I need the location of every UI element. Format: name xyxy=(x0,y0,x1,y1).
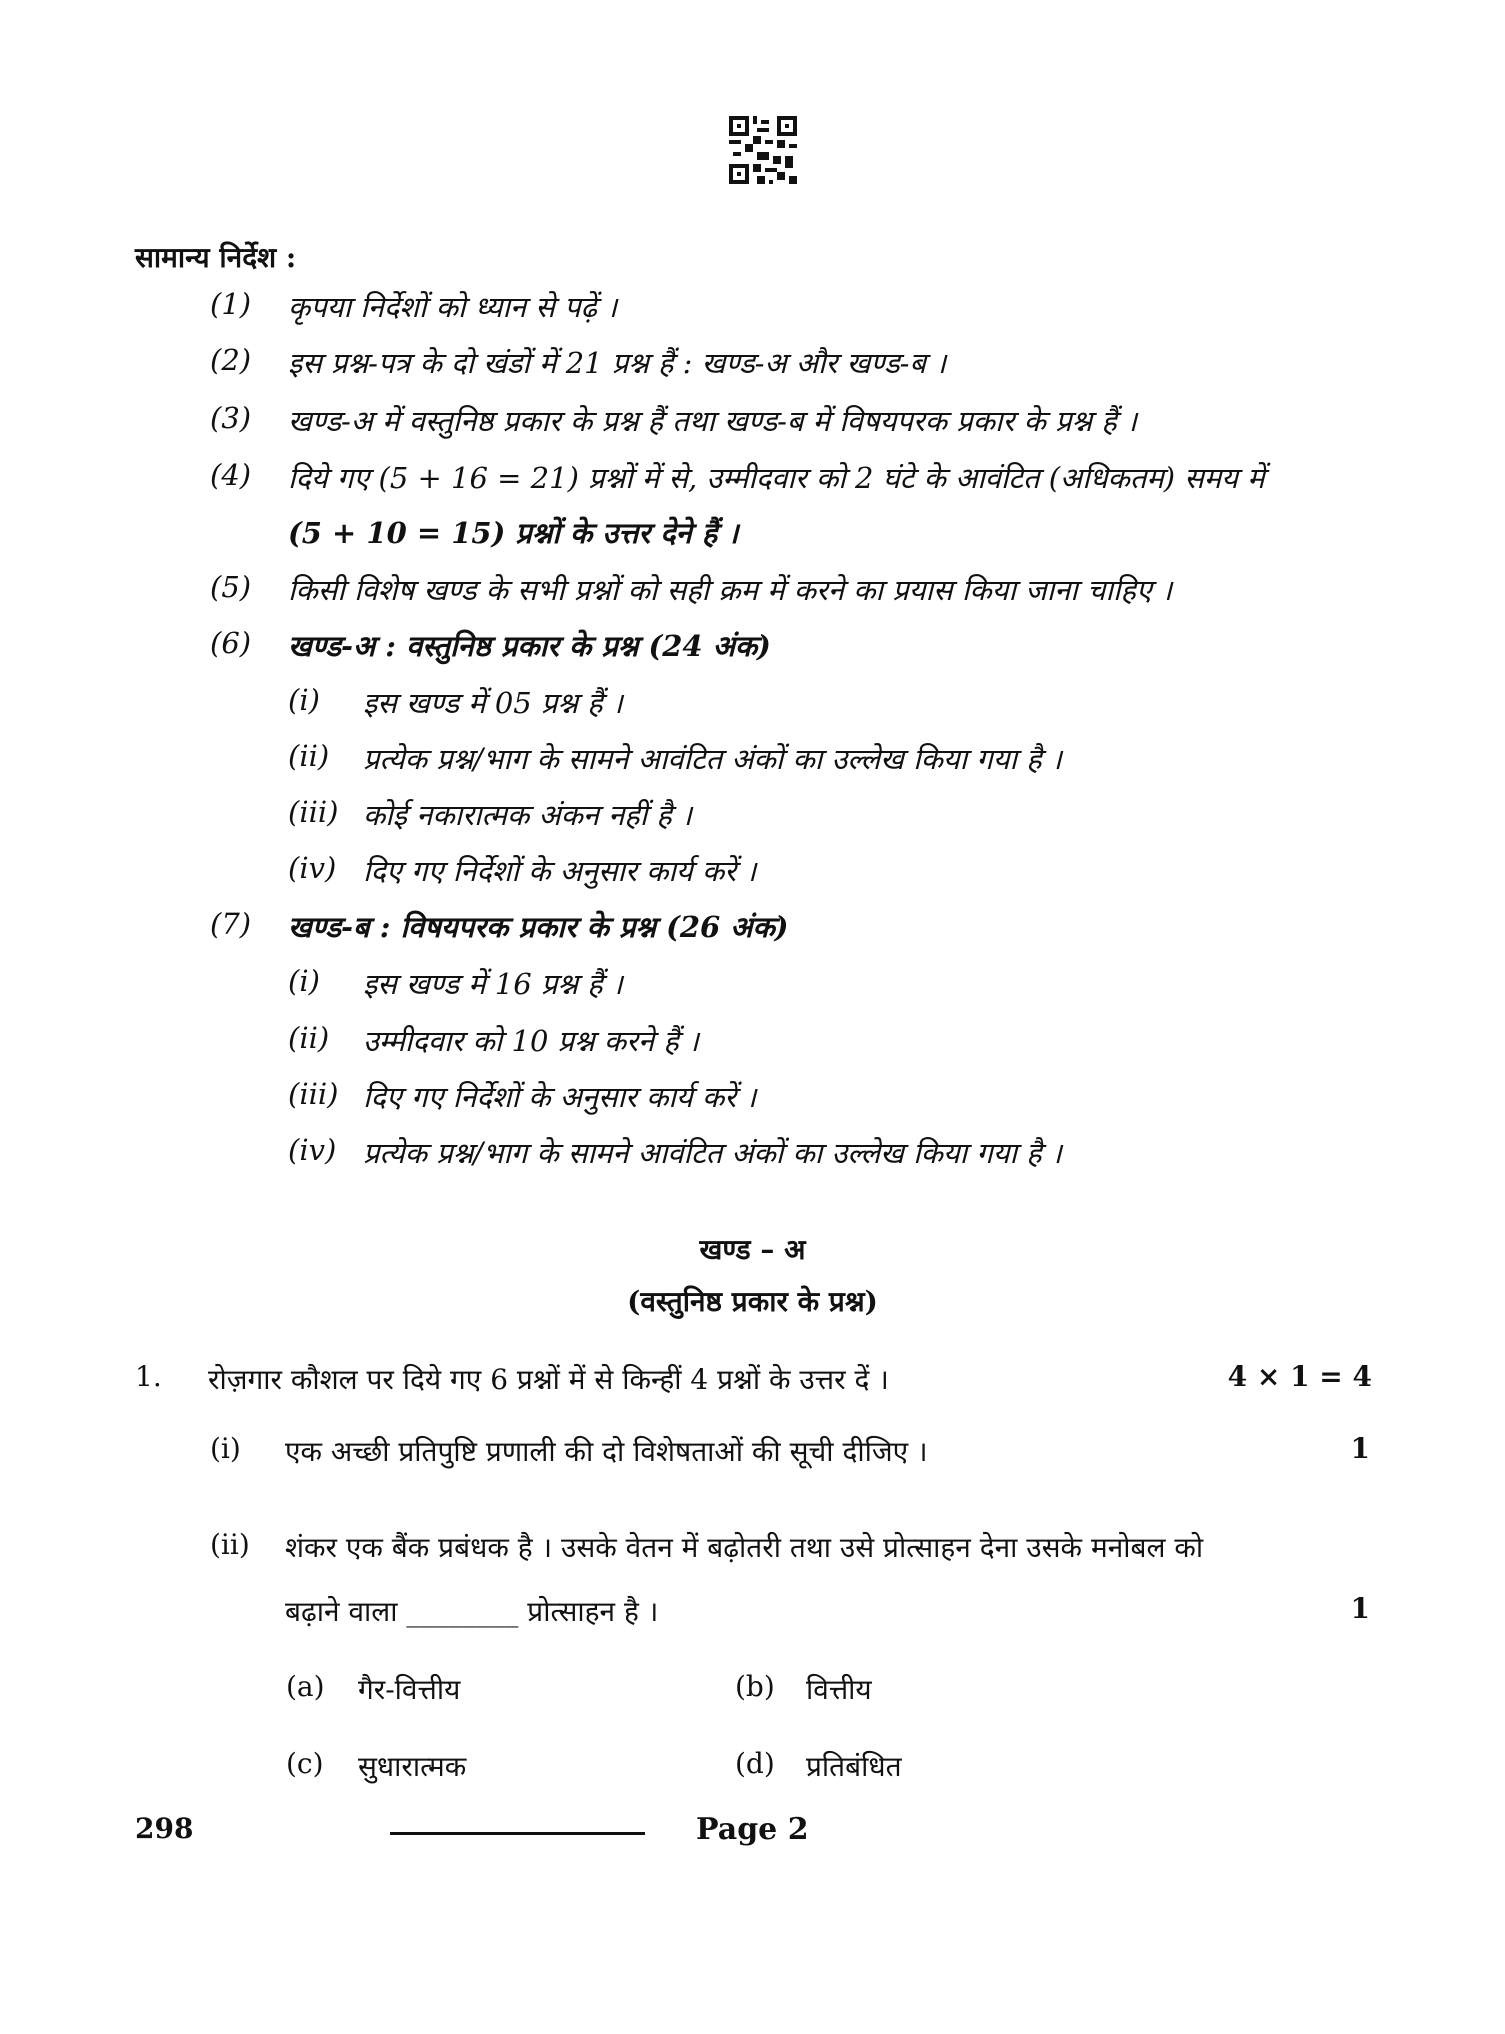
instruction-text-continued: (5 + 10 = 15) प्रश्नों के उत्तर देने हैं । xyxy=(288,516,739,550)
part-marks: 1 xyxy=(1350,1432,1370,1465)
instruction-text: किसी विशेष खण्ड के सभी प्रश्नों को सही क्रम में करने का प्रयास किया जाना चाहिए । xyxy=(288,573,1173,607)
instruction-number: (2) xyxy=(210,343,252,377)
option-label: (d) xyxy=(735,1747,775,1780)
instruction-number: (1) xyxy=(210,287,252,321)
question-text: रोज़गार कौशल पर दिये गए 6 प्रश्नों में से किन्हीं 4 प्रश्नों के उत्तर दें । xyxy=(208,1363,889,1396)
sub-number: (i) xyxy=(288,964,320,998)
question-number: 1. xyxy=(135,1360,162,1393)
instruction-number: (7) xyxy=(210,907,252,941)
instruction-text: खण्ड-ब : विषयपरक प्रकार के प्रश्न (26 अंक) xyxy=(288,910,789,944)
sub-number: (iv) xyxy=(288,851,337,885)
section-title: खण्ड – अ xyxy=(699,1233,806,1266)
part-text: शंकर एक बैंक प्रबंधक है । उसके वेतन में बढ़ोतरी तथा उसे प्रोत्साहन देना उसके मनोबल को xyxy=(285,1531,1204,1564)
instruction-text: खण्ड-अ में वस्तुनिष्ठ प्रकार के प्रश्न हैं तथा खण्ड-ब में विषयपरक प्रकार के प्रश्न हैं । xyxy=(288,404,1137,438)
instruction-number: (5) xyxy=(210,570,252,604)
option-label: (c) xyxy=(286,1747,324,1780)
option-text: प्रतिबंधित xyxy=(806,1750,902,1783)
sub-number: (iii) xyxy=(288,795,339,829)
instruction-text: कृपया निर्देशों को ध्यान से पढ़ें । xyxy=(288,290,618,324)
instruction-number: (4) xyxy=(210,458,252,492)
page-number: Page 2 xyxy=(696,1812,809,1847)
part-text-continued: बढ़ाने वाला ________ प्रोत्साहन है । xyxy=(285,1595,659,1628)
option-text: सुधारात्मक xyxy=(358,1750,467,1783)
instruction-number: (6) xyxy=(210,626,252,660)
sub-text: प्रत्येक प्रश्न/भाग के सामने आवंटित अंकों का उल्लेख किया गया है । xyxy=(363,742,1062,776)
sub-text: कोई नकारात्मक अंकन नहीं है । xyxy=(363,798,693,832)
section-subtitle: (वस्तुनिष्ठ प्रकार के प्रश्न) xyxy=(627,1285,878,1318)
sub-text: दिए गए निर्देशों के अनुसार कार्य करें । xyxy=(363,854,757,888)
qr-code-icon xyxy=(729,116,797,184)
instruction-number: (3) xyxy=(210,401,252,435)
instruction-text: इस प्रश्न-पत्र के दो खंडों में 21 प्रश्न हैं : खण्ड-अ और खण्ड-ब । xyxy=(288,346,947,380)
footer-divider xyxy=(390,1832,645,1835)
option-label: (b) xyxy=(735,1670,775,1703)
question-marks: 4 × 1 = 4 xyxy=(1227,1360,1372,1393)
option-text: गैर-वित्तीय xyxy=(358,1673,461,1706)
sub-number: (ii) xyxy=(288,739,330,773)
instruction-text: दिये गए (5 + 16 = 21) प्रश्नों में से, उम्मीदवार को 2 घंटे के आवंटित (अधिकतम) समय में xyxy=(288,461,1265,495)
sub-text: इस खण्ड में 05 प्रश्न हैं । xyxy=(363,686,623,720)
sub-text: दिए गए निर्देशों के अनुसार कार्य करें । xyxy=(363,1080,757,1114)
sub-text: प्रत्येक प्रश्न/भाग के सामने आवंटित अंकों का उल्लेख किया गया है । xyxy=(363,1136,1062,1170)
sub-text: इस खण्ड में 16 प्रश्न हैं । xyxy=(363,967,623,1001)
option-label: (a) xyxy=(286,1670,325,1703)
sub-number: (iii) xyxy=(288,1077,339,1111)
instructions-heading: सामान्य निर्देश : xyxy=(135,241,297,274)
sub-number: (iv) xyxy=(288,1133,337,1167)
sub-text: उम्मीदवार को 10 प्रश्न करने हैं । xyxy=(363,1024,699,1058)
paper-code: 298 xyxy=(135,1812,194,1845)
instruction-text: खण्ड-अ : वस्तुनिष्ठ प्रकार के प्रश्न (24 अंक) xyxy=(288,629,771,663)
option-text: वित्तीय xyxy=(806,1673,872,1706)
part-number: (ii) xyxy=(210,1528,250,1561)
part-marks: 1 xyxy=(1350,1592,1370,1625)
sub-number: (ii) xyxy=(288,1021,330,1055)
sub-number: (i) xyxy=(288,683,320,717)
part-text: एक अच्छी प्रतिपुष्टि प्रणाली की दो विशेषताओं की सूची दीजिए । xyxy=(285,1435,928,1468)
part-number: (i) xyxy=(210,1432,241,1465)
